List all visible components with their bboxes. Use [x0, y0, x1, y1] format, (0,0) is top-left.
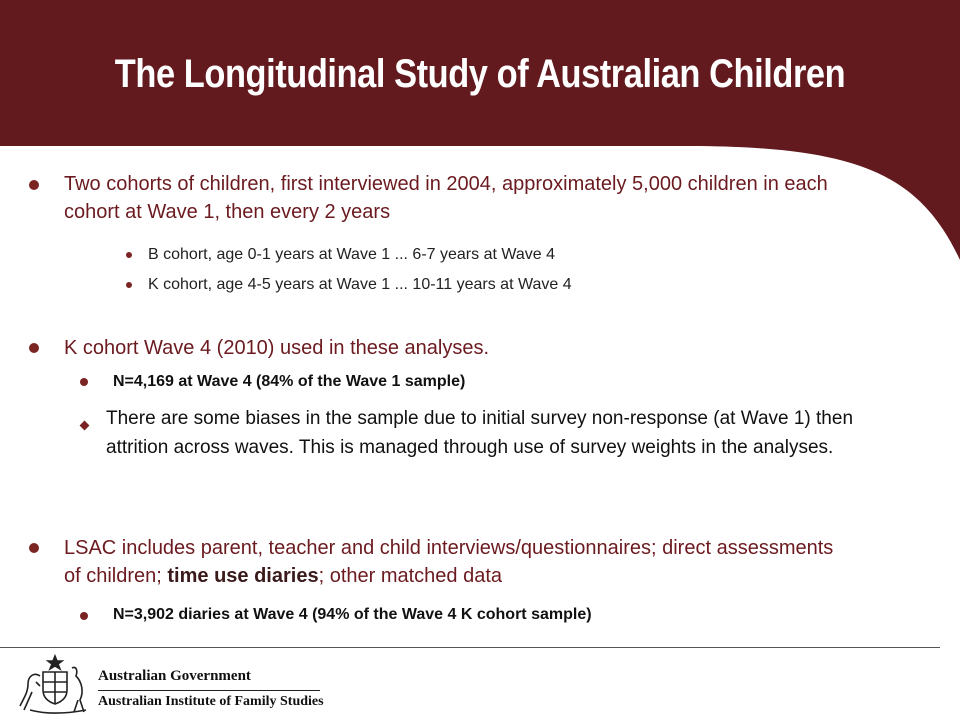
bullet-lsac-text-before: LSAC includes parent, teacher and child interviews/questionnaires; direct assessments of children; [64, 537, 834, 587]
bullet-k-cohort-wave4: K cohort Wave 4 (2010) used in these analyses. [64, 337, 490, 359]
coat-of-arms-icon [10, 652, 100, 716]
institute-name: Australian Institute of Family Studies [98, 694, 324, 709]
sub-bullet-n-3902: N=3,902 diaries at Wave 4 (94% of the Wave 4 K cohort sample) [113, 606, 592, 623]
bullet-dot-icon [80, 378, 88, 386]
bullet-lsac-text-bold: time use diaries [167, 565, 319, 587]
government-name: Australian Government [98, 668, 251, 684]
sub-bullet-biases: There are some biases in the sample due to initial survey non-response (at Wave 1) then attrition across waves. This is managed through use of survey weights in the analyses. [106, 408, 854, 458]
bullet-dot-icon [80, 612, 88, 620]
bullet-dot-icon [29, 343, 39, 353]
bullet-dot-icon [29, 180, 39, 190]
sub-bullet-n-4169: N=4,169 at Wave 4 (84% of the Wave 1 sample) [113, 373, 466, 390]
bullet-cohorts-text: Two cohorts of children, first interviewed in 2004, approximately 5,000 children in each cohort at Wave 1, then every 2 years [64, 173, 828, 223]
footer-name-divider [98, 690, 320, 691]
bullet-lsac-text-after: ; other matched data [318, 565, 503, 587]
sub-bullet-k-cohort: K cohort, age 4-5 years at Wave 1 ... 10-11 years at Wave 4 [148, 276, 572, 293]
sub-bullet-b-cohort: B cohort, age 0-1 years at Wave 1 ... 6-7 years at Wave 4 [148, 246, 555, 263]
diamond-bullet-icon [80, 421, 90, 431]
bullet-cohorts [64, 170, 864, 226]
slide-title: The Longitudinal Study of Australian Children [114, 52, 846, 96]
bullet-dot-icon [126, 252, 132, 258]
bullet-dot-icon [126, 282, 132, 288]
footer-divider [0, 647, 940, 648]
bullet-lsac-includes [64, 534, 854, 590]
bullet-dot-icon [29, 543, 39, 553]
